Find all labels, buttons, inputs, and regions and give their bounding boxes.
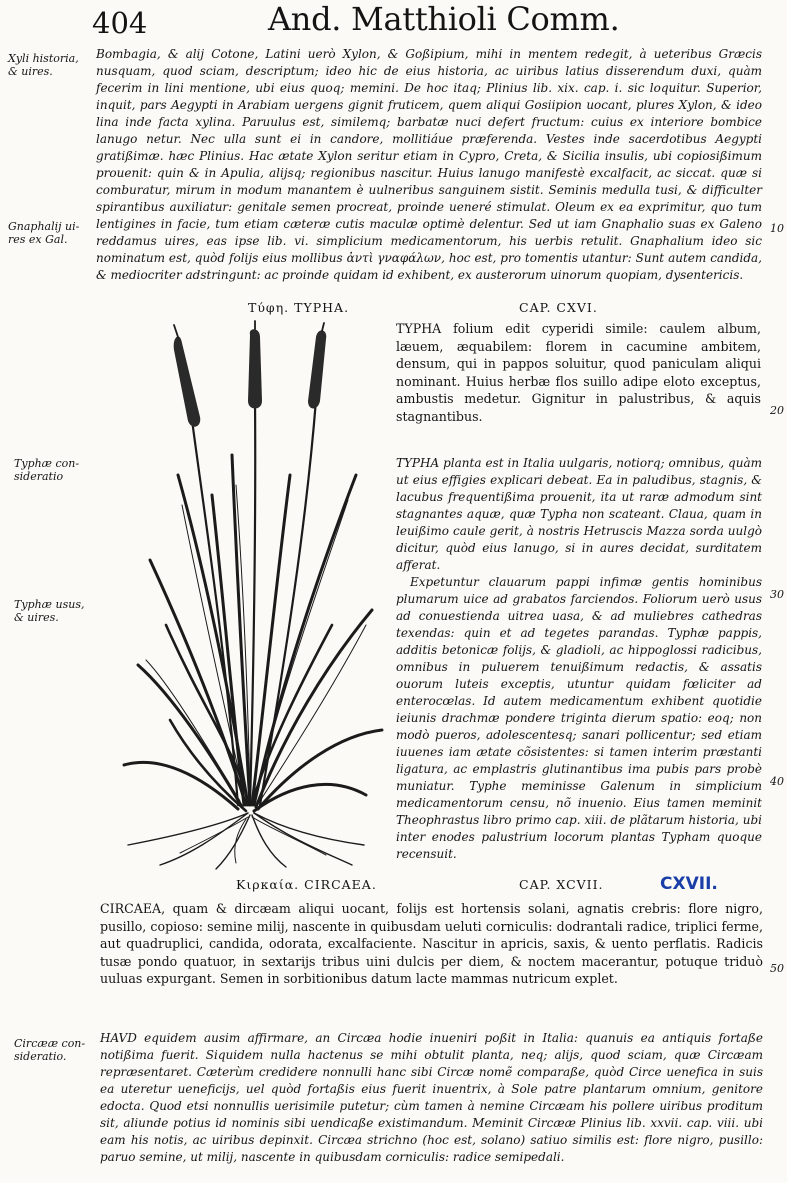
typha-commentary-1: TYPHA planta est in Italia uulgaris, notiorq; omnibus, quàm ut eius effigies explicari debeat. Ea in paludibus, stagnis, & lacubus frequentißima prouenit, ita ut raræ admodum sint stagnantes aquæ, quæ Typha non scateant. Claua, quam in leuißimo caule gerit, à nostris Hetruscis Mazza sorda uulgò dicitur, quòd eius lanugo, si in aures decidat, surditatem afferat. [396, 456, 762, 572]
line-number: 50 [770, 962, 784, 975]
circaea-greek-name: Κιρκαία. [236, 877, 300, 892]
line-number: 10 [770, 222, 784, 235]
typha-latin-name: TYPHA. [294, 300, 350, 315]
typha-heading [248, 300, 349, 315]
line-number: 30 [770, 588, 784, 601]
circaea-heading [236, 877, 377, 892]
running-head: And. Matthioli Comm. [268, 0, 620, 38]
line-number: 20 [770, 404, 784, 417]
xylon-paragraph: Bombagia, & alij Cotone, Latini uerò Xylon, & Goßipium, mihi in mentem redegit, à ueteribus Græcis nusquam, quod sciam, descriptum; ideo hic de eius historia, ac uiribus latius disserendum duxi, quàm fecerim in lini mentione, ubi eius quoq; memini. De hoc itaq; Plinius lib. xix. cap. i. sic loquitur. Superior, inquit, pars Aegypti in Arabiam uergens gignit fruticem, quem aliqui Gosiipion uocant, plures Xylon, & ideo lina inde facta xylina. Paruulus est, similemq; barbatæ nuci defert fructum: cuius ex interiore bombice lanugo netur. Nec ulla sunt ei in candore, mollitiáue præferenda. Vestes inde sacerdotibus Aegypti gratißimæ. hæc Plinius. Hac ætate Xylon seritur etiam in Cypro, Creta, & Sicilia insulis, ubi copiosißimum prouenit: quin & in Apulia, alijsq; regionibus nascitur. Huius lanugo manifestè excalfacit, ac siccat. quæ si comburatur, mirum in modum manantem è uulneribus sanguinem sistit. Seminis medulla tusi, & difficulter spirantibus auxiliatur: genitale semen procreat, proinde ueneré stimulat. Oleum ex ea exprimitur, quo tum lentigines in facie, tum etiam cæteræ cutis maculæ optimè delentur. Sed ut iam Gnaphalio suas ex Galeno reddamus uires, eas ipse lib. vi. simplicium medicamentorum, his uerbis retulit. Gnaphalium ideo sic nominatum est, quòd folijs eius mollibus ἀντὶ γναφάλων, hoc est, pro tomentis utantur: Sunt autem candida, & mediocriter adstringunt: ac proinde quidam id exhibent, ex austerorum uinorum quopiam, dysentericis. [96, 47, 762, 282]
typha-text: TYPHA folium edit cyperidi simile: caulem album, læuem, æquabilem: florem in cacumine ambitem, densum, qui in pappos soluitur, quod paniculam aliqui nominant. Huius herbæ flos suillo adipe eloto exceptus, ambustis medetur. Gignitur in palustribus, & aquis stagnantibus. [396, 321, 761, 424]
margin-note-gnaphalium: Gnaphalij ui- res ex Gal. [8, 220, 80, 246]
circaea-latin-name: CIRCAEA. [304, 877, 377, 892]
margin-note-typha-consideratio: Typhæ con- sideratio [14, 457, 80, 483]
margin-note-typha-usus: Typhæ usus, & uires. [14, 598, 85, 624]
circaea-text: CIRCAEA, quam & dircæam aliqui uocant, folijs est hortensis solani, agnatis crebris: flore nigro, pusillo, copioso: semine milij, nascente in quibusdam ueluti corniculis: dodrantali radice, triplici ferme, aut quadruplici, candida, odorata, excalfaciente. Nascitur in apricis, saxis, & uento perflatis. Radicis tusæ pondo quatuor, in sextarijs tribus uini dulcis per diem, & noctem macerantur, potuque triduò uuluas expurgant. Semen in sorbitionibus datum lacte mammas nutricum explet. [100, 901, 763, 986]
typha-commentary-2: Expetuntur clauarum pappi infimæ gentis hominibus plumarum uice ad grabatos farciendos. Foliorum uerò usus ad conuestienda uitrea uasa, & ad muliebres cathedras texendas: quin et ad tegetes parandas. Typhæ pappis, additis betonicæ folijs, & gladioli, ac hippoglossi radicibus, omnibus in puluerem tenuißimum redactis, & assatis ouorum luteis exceptis, utuntur quidam fœliciter ad enterocœlas. Id autem medicamentum exhibent quotidie ieiunis drachmæ pondere triginta dierum spatio: eoq; non modò pueros, adolescentesq; sanari pollicentur; sed etiam iuuenes iam ætate cõsistentes: si tamen interim præstanti ligatura, ac emplastris glutinantibus ima pubis pars probè muniatur. Typhe meminisse Galenum in simplicium medicamentorum censu, nõ inuenio. Eius tamen meminit Theophrastus libro primo cap. xiii. de plãtarum historia, ubi inter enodes palustrium locorum plantas Typham quoque recensuit. [396, 575, 762, 861]
typha-commentary [396, 455, 762, 861]
circaea-commentary: HAVD equidem ausim affirmare, an Circæa hodie inueniri poßit in Italia: quanuis ea antiquis fortaße notißima fuerit. Siquidem nulla hactenus se mihi obtulit planta, neq; alijs, quod sciam, quæ Circæam repræsentaret. Cæterùm credidere nonnulli hanc sibi Circæ nomẽ comparaße, quòd Circe uenefica in suis ea uteretur ueneficijs, uel quòd fortaßis eius fuerit inuentrix, à Sole patre plantarum omnium, genitore edocta. Quod etsi nonnullis uerisimile putetur; cùm tamen à nemine Circæam his pollere uiribus proditum sit, aliunde potius id nominis sibi uendicaße existimandum. Meminit Circææ Plinius lib. xxvii. cap. viii. ubi eam his notis, ac uiribus depinxit. Circæa strichno (hoc est, solano) satiuo similis est: flore nigro, pusillo: paruo semine, ut milij, nascente in quibusdam corniculis: radice semipedali. [100, 1031, 763, 1164]
page-number: 404 [92, 6, 148, 40]
typha-greek-name: Τύφη. [248, 300, 290, 315]
typha-illustration [120, 325, 388, 870]
margin-note-xylon: Xyli historia, & uires. [8, 52, 79, 78]
margin-note-circaea: Circææ con- sideratio. [14, 1037, 86, 1063]
line-number: 40 [770, 775, 784, 788]
chapter-correction-note: CXVII. [660, 874, 718, 894]
typha-chapter: CAP. CXVI. [519, 300, 598, 315]
circaea-chapter: CAP. XCVII. [519, 877, 604, 892]
